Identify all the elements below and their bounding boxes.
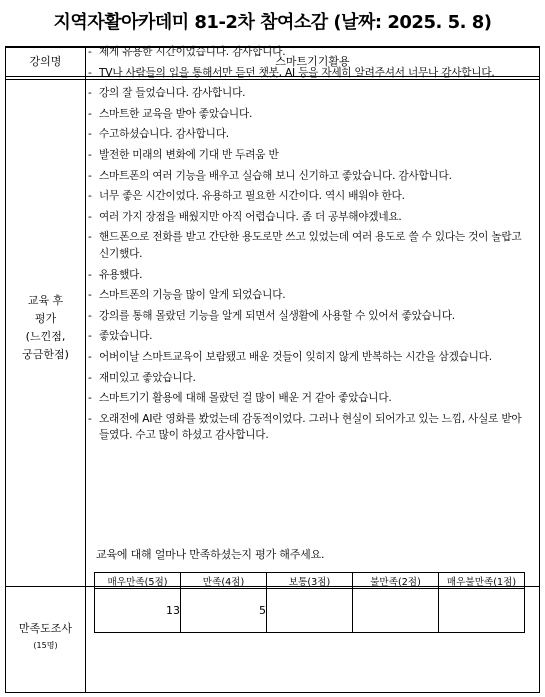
dash-bullet: - <box>88 107 92 120</box>
feedback-list <box>88 44 528 448</box>
column-header: 만족(4점) <box>181 573 267 589</box>
dash-bullet: - <box>88 210 92 223</box>
feedback-text: 오래전에 AI란 영화를 봤었는데 감동적이었다. 그러나 현실이 되어가고 있는 느낌, 사실로 받아들였다. 수고 많이 하셨고 감사합니다. <box>99 412 522 442</box>
feedback-text: 제게 유용한 시간이었습니다. 감사합니다. <box>99 46 286 58</box>
satisfaction-table <box>94 572 525 633</box>
column-header: 불만족(2점) <box>353 573 439 589</box>
feedback-text: 핸드폰으로 전화를 받고 간단한 용도로만 쓰고 있었는데 여러 용도로 쓸 수 있다는 것이 놀랍고 신기했다. <box>99 231 522 260</box>
table-row <box>95 589 525 633</box>
feedback-text: 너무 좋은 시간이었다. 유용하고 필요한 시간이다. 역시 배워야 한다. <box>99 190 405 203</box>
survey-title: 만족도조사 <box>18 622 73 635</box>
rating-count-neutral <box>267 589 353 633</box>
evaluation-label-line: (느낀점, <box>25 330 66 343</box>
dash-bullet: - <box>88 190 92 203</box>
feedback-text: 스마트폰의 여러 기능을 배우고 실습해 보니 신기하고 좋았습니다. 감사합니다. <box>99 169 452 182</box>
count-value: 5 <box>259 604 266 617</box>
list-item <box>88 370 528 387</box>
feedback-text: 여러 가지 장점을 배웠지만 아직 어렵습니다. 좀 더 공부해야겠네요. <box>99 210 402 223</box>
dash-bullet: - <box>88 231 92 244</box>
list-item <box>88 287 528 304</box>
feedback-text: 스마트한 교육을 받아 좋았습니다. <box>99 107 253 120</box>
list-item <box>88 229 528 262</box>
evaluation-label-line: 교육 후 <box>27 294 64 307</box>
column-header: 보통(3점) <box>267 573 353 589</box>
list-item <box>88 267 528 284</box>
rating-count-satisfied <box>181 589 267 633</box>
dash-bullet: - <box>88 66 92 79</box>
list-item <box>88 411 528 444</box>
page-title: 지역자활아카데미 81-2차 참여소감 (날짜: 2025. 5. 8) <box>53 12 492 33</box>
dash-bullet: - <box>88 309 92 322</box>
survey-label <box>6 620 85 652</box>
list-item <box>88 65 528 82</box>
rating-count-very-satisfied <box>95 589 181 633</box>
list-item <box>88 390 528 407</box>
list-item <box>88 328 528 345</box>
feedback-text: 좋았습니다. <box>99 330 153 343</box>
list-item <box>88 168 528 185</box>
column-header: 매우불만족(1점) <box>439 573 525 589</box>
dash-bullet: - <box>88 330 92 343</box>
list-item <box>88 349 528 366</box>
list-item <box>88 44 528 61</box>
dash-bullet: - <box>88 128 92 141</box>
rating-count-very-dissatisfied <box>439 589 525 633</box>
lecture-name-value: 스마트기기활용 <box>275 55 350 68</box>
count-value: 13 <box>166 604 180 617</box>
feedback-text: 스마트기기 활용에 대해 몰랐던 걸 많이 배운 거 같아 좋았습니다. <box>99 392 392 405</box>
evaluation-label-line: 궁금한점) <box>22 348 69 361</box>
list-item <box>88 126 528 143</box>
rating-count-dissatisfied <box>353 589 439 633</box>
dash-bullet: - <box>88 350 92 363</box>
feedback-text: 유용했다. <box>99 268 143 281</box>
lecture-name-label: 강의명 <box>29 55 62 68</box>
feedback-text: 수고하셨습니다. 감사합니다. <box>99 128 229 141</box>
table-header-row <box>95 573 525 589</box>
feedback-text: TV나 사람들의 입을 통해서만 듣던 챗봇, AI 등을 자세히 알려주셔서 너무나 감사합니다. <box>99 66 495 79</box>
survey-question: 교육에 대해 얼마나 만족하셨는지 평가 해주세요. <box>96 548 325 561</box>
evaluation-label-line: 평가 <box>34 312 57 325</box>
feedback-text: 스마트폰의 기능을 많이 알게 되었습니다. <box>99 289 286 302</box>
feedback-text: 강의 잘 들었습니다. 감사합니다. <box>99 87 246 100</box>
dash-bullet: - <box>88 268 92 281</box>
dash-bullet: - <box>88 148 92 161</box>
dash-bullet: - <box>88 46 92 58</box>
list-item <box>88 147 528 164</box>
feedback-text: 강의를 통해 몰랐던 기능을 알게 되면서 실생활에 사용할 수 있어서 좋았습니다. <box>99 309 455 322</box>
dash-bullet: - <box>88 412 92 425</box>
evaluation-label <box>6 292 85 364</box>
dash-bullet: - <box>88 169 92 182</box>
column-divider <box>85 48 86 692</box>
list-item <box>88 209 528 226</box>
list-item <box>88 106 528 123</box>
list-item <box>88 188 528 205</box>
feedback-text: 재미있고 좋았습니다. <box>99 371 196 384</box>
feedback-text: 발전한 미래의 변화에 기대 반 두려움 반 <box>99 148 279 161</box>
feedback-text: 어버이날 스마트교육이 보람됐고 배운 것들이 잊히지 않게 반복하는 시간을 삼겠습니다. <box>99 350 492 363</box>
column-header: 매우만족(5점) <box>95 573 181 589</box>
survey-count: (15명) <box>33 641 58 650</box>
dash-bullet: - <box>88 87 92 100</box>
list-item <box>88 308 528 325</box>
dash-bullet: - <box>88 289 92 302</box>
dash-bullet: - <box>88 371 92 384</box>
list-item <box>88 85 528 102</box>
dash-bullet: - <box>88 392 92 405</box>
